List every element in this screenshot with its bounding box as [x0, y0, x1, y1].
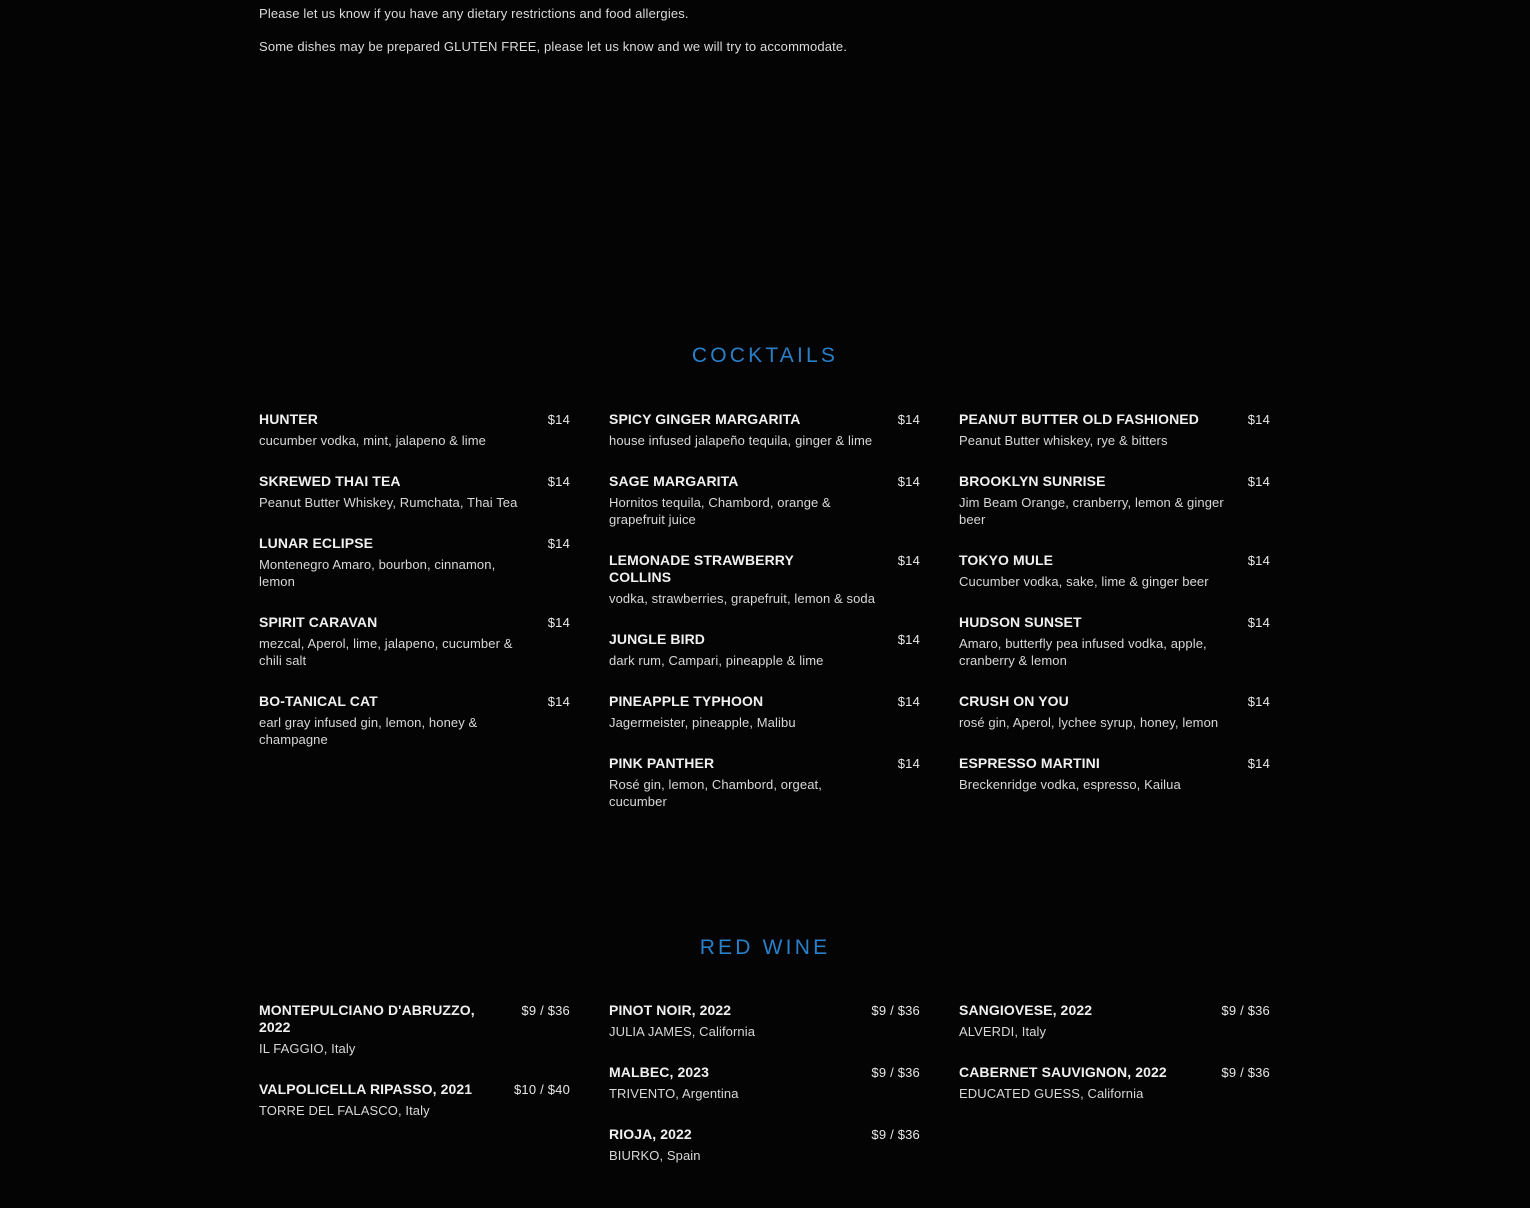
- menu-item-description: Hornitos tequila, Chambord, orange & grapefruit juice: [609, 495, 831, 527]
- menu-item-name: CRUSH ON YOU: [959, 693, 1069, 709]
- menu-item-name: RIOJA, 2022: [609, 1126, 692, 1142]
- menu-item-description: Montenegro Amaro, bourbon, cinnamon, lemon: [259, 557, 496, 589]
- menu-item-description: cucumber vodka, mint, jalapeno & lime: [259, 433, 486, 448]
- menu-item-header: [259, 535, 570, 552]
- menu-item-price: $14: [547, 694, 570, 709]
- menu-item-name: ESPRESSO MARTINI: [959, 755, 1100, 771]
- menu-item-header: [259, 693, 570, 710]
- menu-item-header: [609, 552, 920, 586]
- menu-item-name: PEANUT BUTTER OLD FASHIONED: [959, 411, 1199, 427]
- menu-item-name: LUNAR ECLIPSE: [259, 535, 374, 551]
- gluten-free-note: Some dishes may be prepared GLUTEN FREE, please let us know and we will try to accommodate.: [259, 39, 848, 54]
- menu-column: [959, 411, 1270, 834]
- menu-item-description: earl gray infused gin, lemon, honey & champagne: [259, 715, 478, 747]
- dietary-notes: [259, 5, 847, 55]
- menu-item-name: PINOT NOIR, 2022: [609, 1002, 732, 1018]
- menu-item-header: [259, 614, 570, 631]
- menu-item: [959, 552, 1270, 590]
- menu-item-header: [609, 693, 920, 710]
- menu-item-header: [609, 1064, 920, 1081]
- menu-item: [959, 411, 1270, 449]
- menu-item-description: BIURKO, Spain: [609, 1148, 701, 1163]
- menu-item: [259, 411, 570, 449]
- menu-item: [959, 473, 1270, 528]
- menu-item-name: SPIRIT CARAVAN: [259, 614, 378, 630]
- menu-item: [259, 693, 570, 748]
- menu-item-description: Breckenridge vodka, espresso, Kailua: [959, 777, 1181, 792]
- menu-item-name: PINK PANTHER: [609, 755, 715, 771]
- menu-item-header: [959, 755, 1270, 772]
- menu-item-description: Peanut Butter Whiskey, Rumchata, Thai Tea: [259, 495, 518, 510]
- menu-item: [609, 631, 920, 669]
- menu-item-price: $14: [1247, 474, 1270, 489]
- menu-item-description: TRIVENTO, Argentina: [609, 1086, 739, 1101]
- menu-item-name: SKREWED THAI TEA: [259, 473, 401, 489]
- menu-item: [259, 535, 570, 590]
- menu-item-header: [259, 473, 570, 490]
- menu-item-header: [959, 614, 1270, 631]
- menu-item: [609, 411, 920, 449]
- menu-item: [609, 1002, 920, 1040]
- menu-item-description: Peanut Butter whiskey, rye & bitters: [959, 433, 1168, 448]
- menu-item-header: [609, 755, 920, 772]
- menu-item-price: $14: [1247, 756, 1270, 771]
- cocktails-heading: COCKTAILS: [691, 344, 839, 367]
- menu-item-price: $14: [1247, 694, 1270, 709]
- red-wine-menu: [259, 1002, 1270, 1188]
- allergy-note: Please let us know if you have any dietary restrictions and food allergies.: [259, 6, 689, 21]
- cocktails-menu: [259, 411, 1270, 834]
- menu-item-price: $14: [897, 756, 920, 771]
- menu-item-header: [259, 1002, 570, 1036]
- menu-item-name: SANGIOVESE, 2022: [959, 1002, 1093, 1018]
- menu-item-description: Rosé gin, lemon, Chambord, orgeat, cucumber: [609, 777, 822, 809]
- menu-item-header: [959, 1002, 1270, 1019]
- menu-column: [259, 411, 570, 834]
- menu-column: [959, 1002, 1270, 1188]
- menu-item-header: [959, 693, 1270, 710]
- menu-item-description: EDUCATED GUESS, California: [959, 1086, 1144, 1101]
- menu-item: [259, 614, 570, 669]
- menu-item-description: IL FAGGIO, Italy: [259, 1041, 356, 1056]
- menu-item-price: $14: [897, 412, 920, 427]
- menu-item-price: $14: [1247, 553, 1270, 568]
- menu-item: [959, 1064, 1270, 1102]
- menu-item-description: Jim Beam Orange, cranberry, lemon & ginger beer: [959, 495, 1224, 527]
- menu-item-price: $14: [897, 632, 920, 647]
- menu-item: [259, 473, 570, 511]
- menu-item-description: ALVERDI, Italy: [959, 1024, 1047, 1039]
- menu-item-description: rosé gin, Aperol, lychee syrup, honey, lemon: [959, 715, 1219, 730]
- menu-item-header: [959, 552, 1270, 569]
- menu-item-price: $14: [547, 474, 570, 489]
- menu-item: [609, 1064, 920, 1102]
- menu-item-header: [259, 1081, 570, 1098]
- menu-item-header: [959, 1064, 1270, 1081]
- menu-item-price: $9 / $36: [871, 1003, 920, 1018]
- menu-item-name: CABERNET SAUVIGNON, 2022: [959, 1064, 1167, 1080]
- menu-item: [959, 614, 1270, 669]
- menu-item-name: SAGE MARGARITA: [609, 473, 739, 489]
- menu-item-header: [609, 1002, 920, 1019]
- menu-item-price: $14: [897, 694, 920, 709]
- menu-item-name: BO-TANICAL CAT: [259, 693, 378, 709]
- menu-column: [609, 1002, 920, 1188]
- menu-item-price: $9 / $36: [1221, 1003, 1270, 1018]
- menu-item-price: $14: [1247, 615, 1270, 630]
- menu-item-header: [959, 411, 1270, 428]
- menu-item: [259, 1002, 570, 1057]
- menu-item-name: JUNGLE BIRD: [609, 631, 705, 647]
- menu-item-name: BROOKLYN SUNRISE: [959, 473, 1106, 489]
- menu-item-name: PINEAPPLE TYPHOON: [609, 693, 764, 709]
- menu-item-price: $9 / $36: [871, 1065, 920, 1080]
- menu-item-price: $14: [1247, 412, 1270, 427]
- menu-item: [259, 1081, 570, 1119]
- menu-item-header: [609, 411, 920, 428]
- menu-item-header: [609, 631, 920, 648]
- red-wine-heading: RED WINE: [699, 936, 831, 959]
- menu-item-description: house infused jalapeño tequila, ginger & lime: [609, 433, 873, 448]
- menu-item-description: Amaro, butterfly pea infused vodka, apple, cranberry & lemon: [959, 636, 1207, 668]
- menu-item-name: HUNTER: [259, 411, 318, 427]
- menu-item-price: $9 / $36: [871, 1127, 920, 1142]
- menu-item-description: Jagermeister, pineapple, Malibu: [609, 715, 796, 730]
- menu-item-name: SPICY GINGER MARGARITA: [609, 411, 801, 427]
- menu-item: [609, 1126, 920, 1164]
- menu-item-description: mezcal, Aperol, lime, jalapeno, cucumber & chili salt: [259, 636, 513, 668]
- menu-item-price: $14: [547, 412, 570, 427]
- menu-item-name: HUDSON SUNSET: [959, 614, 1082, 630]
- menu-item-name: VALPOLICELLA RIPASSO, 2021: [259, 1081, 473, 1097]
- menu-item-description: dark rum, Campari, pineapple & lime: [609, 653, 824, 668]
- menu-item-header: [259, 411, 570, 428]
- menu-item: [959, 1002, 1270, 1040]
- menu-item-header: [609, 1126, 920, 1143]
- menu-item-price: $14: [547, 615, 570, 630]
- menu-item-name: LEMONADE STRAWBERRY COLLINS: [609, 552, 794, 585]
- menu-column: [259, 1002, 570, 1188]
- menu-item: [959, 755, 1270, 793]
- menu-item: [609, 755, 920, 810]
- menu-item: [609, 473, 920, 528]
- menu-item: [609, 693, 920, 731]
- menu-item-name: TOKYO MULE: [959, 552, 1054, 568]
- menu-item-description: JULIA JAMES, California: [609, 1024, 756, 1039]
- menu-item-name: MONTEPULCIANO D'ABRUZZO, 2022: [259, 1002, 475, 1035]
- menu-item-name: MALBEC, 2023: [609, 1064, 710, 1080]
- menu-item: [609, 552, 920, 607]
- menu-column: [609, 411, 920, 834]
- menu-item-price: $10 / $40: [513, 1082, 570, 1097]
- menu-item-description: Cucumber vodka, sake, lime & ginger beer: [959, 574, 1209, 589]
- menu-item-header: [959, 473, 1270, 490]
- menu-item-price: $14: [897, 553, 920, 568]
- menu-item-description: TORRE DEL FALASCO, Italy: [259, 1103, 430, 1118]
- menu-item-price: $9 / $36: [521, 1003, 570, 1018]
- menu-item-description: vodka, strawberries, grapefruit, lemon & soda: [609, 591, 876, 606]
- menu-item-price: $14: [897, 474, 920, 489]
- menu-item-price: $14: [547, 536, 570, 551]
- menu-item: [959, 693, 1270, 731]
- menu-item-header: [609, 473, 920, 490]
- menu-item-price: $9 / $36: [1221, 1065, 1270, 1080]
